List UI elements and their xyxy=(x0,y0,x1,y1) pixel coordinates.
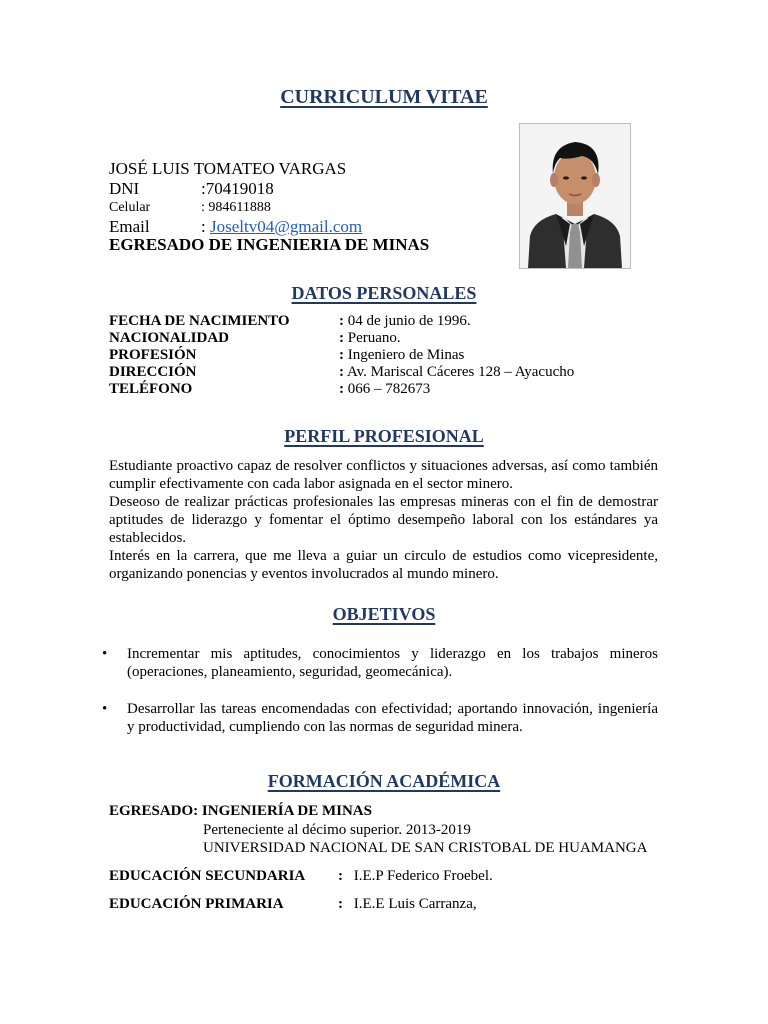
edu-secundaria-label: EDUCACIÓN SECUNDARIA xyxy=(109,868,306,884)
personal-data-value: Ingeniero de Minas xyxy=(347,347,465,363)
edu-degree: EGRESADO: INGENIERÍA DE MINAS xyxy=(109,803,372,819)
personal-data-label: TELÉFONO xyxy=(109,381,193,397)
edu-university: UNIVERSIDAD NACIONAL DE SAN CRISTOBAL DE HUAMANGA xyxy=(203,840,648,856)
objective-text: Incrementar mis aptitudes, conocimientos y liderazgo en los trabajos mineros (operaciones, planeamiento, seguridad, geomecánica). xyxy=(127,646,658,680)
celular-line xyxy=(109,200,271,216)
objective-item xyxy=(102,700,658,736)
full-name: JOSÉ LUIS TOMATEO VARGAS xyxy=(109,159,347,178)
dni-line xyxy=(109,179,274,199)
edu-secundaria-value: I.E.P Federico Froebel. xyxy=(353,868,493,884)
personal-data-colon: : xyxy=(339,330,344,346)
bullet-icon: • xyxy=(102,646,108,662)
profile-paragraph: Interés en la carrera, que me lleva a guiar un circulo de estudios como vicepresidente, organizando ponencias y eventos involucrados al mundo minero. xyxy=(109,548,658,582)
dni-value: :70419018 xyxy=(201,179,274,198)
bullet-icon: • xyxy=(102,701,108,717)
profile-paragraph: Estudiante proactivo capaz de resolver conflictos y situaciones adversas, así como también cumplir efectivamente con cada labor asignada en el sector minero. xyxy=(109,458,658,492)
edu-secundaria-colon: : xyxy=(338,868,343,884)
personal-data-label: DIRECCIÓN xyxy=(109,364,197,380)
edu-primaria-row xyxy=(109,896,477,913)
personal-data-row xyxy=(109,381,574,398)
personal-data-value: 066 – 782673 xyxy=(347,381,431,397)
edu-degree-detail: Perteneciente al décimo superior. 2013-2019 xyxy=(203,822,471,838)
section-title-datos-personales: DATOS PERSONALES xyxy=(291,283,477,303)
profile-photo xyxy=(519,123,631,269)
person-photo-icon xyxy=(520,124,630,268)
email-line xyxy=(109,217,362,237)
profile-paragraph: Deseoso de realizar prácticas profesionales las empresas mineras con el fin de demostrar aptitudes de liderazgo y fomentar el óptimo desempeño laboral con los estándares ya establecidos. xyxy=(109,494,658,546)
email-link[interactable]: Joseltv04@gmail.com xyxy=(209,217,363,236)
graduate-heading: EGRESADO DE INGENIERIA DE MINAS xyxy=(109,235,430,254)
personal-data-row xyxy=(109,364,574,381)
edu-primaria-label: EDUCACIÓN PRIMARIA xyxy=(109,896,284,912)
personal-data-value: 04 de junio de 1996. xyxy=(347,313,471,329)
edu-primaria-value: I.E.E Luis Carranza, xyxy=(353,896,477,912)
email-separator: : xyxy=(201,217,210,236)
section-title-objetivos: OBJETIVOS xyxy=(332,604,436,624)
objective-text: Desarrollar las tareas encomendadas con efectividad; aportando innovación, ingeniería y productividad, cumpliendo con las normas de seguridad minera. xyxy=(127,701,658,735)
personal-data-value: Peruano. xyxy=(347,330,401,346)
section-title-perfil-profesional: PERFIL PROFESIONAL xyxy=(284,426,484,446)
email-label: Email xyxy=(109,217,150,236)
personal-data-row xyxy=(109,347,574,364)
personal-data-row xyxy=(109,313,574,330)
page-title: CURRICULUM VITAE xyxy=(280,86,488,108)
dni-label: DNI xyxy=(109,179,140,198)
personal-data-row xyxy=(109,330,574,347)
personal-data-colon: : xyxy=(339,313,344,329)
edu-primaria-colon: : xyxy=(338,896,343,912)
celular-value: : 984611888 xyxy=(201,200,271,215)
personal-data-table xyxy=(109,313,574,398)
objective-item xyxy=(102,645,658,681)
personal-data-label: PROFESIÓN xyxy=(109,347,197,363)
personal-data-label: FECHA DE NACIMIENTO xyxy=(109,313,290,329)
celular-label: Celular xyxy=(109,200,151,215)
personal-data-colon: : xyxy=(339,364,344,380)
personal-data-colon: : xyxy=(339,347,344,363)
section-title-formacion-academica: FORMACIÓN ACADÉMICA xyxy=(267,771,501,791)
personal-data-value: Av. Mariscal Cáceres 128 – Ayacucho xyxy=(346,364,575,380)
edu-secundaria-row xyxy=(109,868,493,885)
personal-data-label: NACIONALIDAD xyxy=(109,330,230,346)
personal-data-colon: : xyxy=(339,381,344,397)
